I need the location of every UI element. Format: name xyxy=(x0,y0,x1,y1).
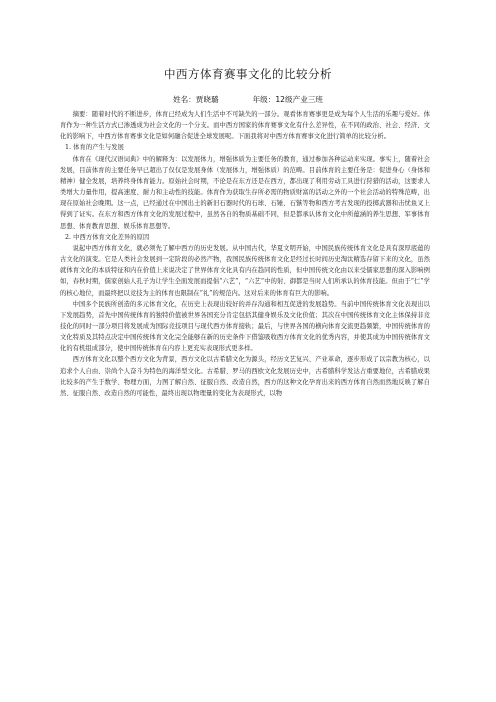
abstract-paragraph: 摘要：随着时代的不断进步，体育已经成为人们生活中不可缺失的一部分。观看体育赛事更是成为每个人生活的乐趣与爱好。体育作为一种生活方式已渗透成为社会文化的一个分支。而中西方国家的体育赛事文化有什么差异性，在不同的政治、社会、经济、文化的影响下，中西方体育赛事文化是如何融合促进全球发展呢。下面我将对中西方体育赛事文化进行简单的比较分析。 xyxy=(60,111,430,141)
body-paragraph: 说起中西方体育文化，就必须先了解中西方的历史发展。从中国古代，华夏文明开始，中国民族传统体育文化是具有深厚底蕴的古文化的演变。它是人类社会发展到一定阶段的必然产物，我国民族传统体育文化是经过长时间历史淘汰精选存留下来的文化，虽然就体育文化的本质特征和内在价值上来说决定了世界体育文化具有内在趋同的性质，但中国传统文化由以来受儒家思想的深入影响例如，春秋时期，儒家创始人孔子为让学生全面发展而提倡“六艺”，“六艺”中的射、御都是当时人们所承认的体育技能。但由于“仁”学的核心地位，而最终把以竞技为主的体育也限制在“礼”的规范内。这对后来的体育有巨大的影响。 xyxy=(60,244,430,297)
author-name: 姓名：贾晓璐 xyxy=(173,95,219,104)
author-grade: 年级：12级产业三班 xyxy=(252,95,323,104)
body-paragraph: 体育在《现代汉语词典》中的解释为：以发展体力，增强体质为主要任务的教育，通过参加各种运动来实现。事实上，随着社会发展，目前体育的主要任务早已超出了仅仅是发展身体（发展体力，增强体质）的范畴。目前体育的主要任务是：促进身心（身体和精神）健全发展，培养终身体育能力。原始社会时期，不论是在东方还是在西方，都出现了利用劳动工具进行狩猎的活动，这要求人类增大力量作用，提高速度、耐力和主动性的技能。体育作为获取生存所必需的物质财富的活动之外的一个社会活动的特殊范畴，出现在原始社会晚期。这一点，已经通过在中国出土的新旧石器时代的石球、石锤、石镞等物和西方考古发现的投掷武器和击忧鱼叉上得到了证实。在东方和西方体育文化的发展过程中，虽然各自的物质基础不同，但是都承认体育文化中所蕴涵的养生思想、军事体育思想、体育教育思想、娱乐体育思想等。 xyxy=(60,155,430,230)
section-heading: 1. 体育的产生与发展 xyxy=(65,144,124,152)
body-paragraph: 中国多个民族所创造的多元体育文化，在历史上表现出较好的并存沟通和相互促进的发展趋势。当前中国传统体育文化表现出以下发展趋势，首先中国传统体育的独特价值被世界各国充分肯定包括其健身娱乐及文化价值；其次在中国传统体育文化主体保持非竞技化的同时一部分项目将发展成为国际竞技项目与现代西方体育接轨；最后，与世界各国的横向体育交流更趋频繁，中国传统体育的文化特质及其特点决定中国传统体育文化完全能够在新的历史条件下借鉴吸收西方体育文化的优秀内容，并使其成为中国传统体育文化的有机组成部分，使中国传统体育在内容上更充实表现形式更多样。 xyxy=(60,300,430,353)
document-title: 中西方体育赛事文化的比较分析 xyxy=(164,67,332,81)
author-line xyxy=(0,94,496,105)
body-paragraph: 西方体育文化以整个西方文化为背景，西方文化以古希腊文化为源头，经历文艺复兴、产业革命，逐步形成了以宗教为核心，以追求个人自由、崇尚个人奋斗为特色的海洋型文化。古希腊、罗马的西欧文化发展历史中，古希腊科学发达占重要地位，古希腊成果比较多的产生于数学、物理方面，力图了解自然、征服自然、改造自然，西方的这种文化孕育出来的西方体育自然而然地反映了解自然、征服自然、改造自然的可能性，最终出现以物理量的变化为表现形式，以物 xyxy=(60,356,430,397)
document-body xyxy=(60,109,430,399)
section-heading: 2. 中西方体育文化差异的原因 xyxy=(65,233,150,241)
